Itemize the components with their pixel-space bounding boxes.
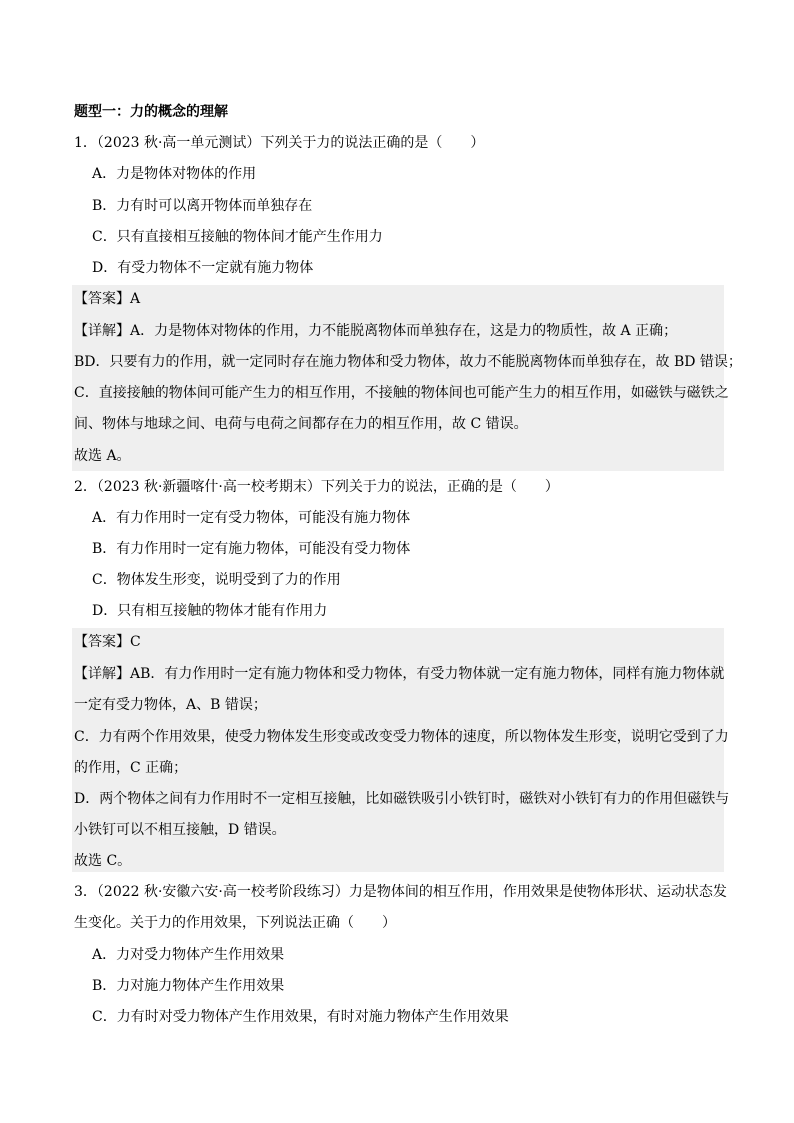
question-1-detail-line: 【详解】A．力是物体对物体的作用，力不能脱离物体而单独存在，这是力的物质性，故 A 正确； [74, 323, 678, 339]
question-2-detail-line: 一定有受力物体，A、B 错误； [74, 697, 267, 713]
question-2-answer: 【答案】C [74, 634, 141, 650]
question-1-detail-line: 间、物体与地球之间、电荷与电荷之间都存在力的相互作用，故 C 错误。 [74, 416, 528, 432]
question-2-option-a: A．有力作用时一定有受力物体，可能没有施力物体 [92, 510, 411, 526]
question-1-option-d: D．有受力物体不一定就有施力物体 [92, 260, 314, 276]
question-1-answer-block [72, 285, 742, 471]
question-1-detail-line: BD．只要有力的作用，就一定同时存在施力物体和受力物体，故力不能脱离物体而单独存在，故 BD 错误； [74, 354, 742, 370]
question-3-option-b: B．力对施力物体产生作用效果 [92, 978, 285, 994]
question-1-option-b: B．力有时可以离开物体而单独存在 [92, 198, 313, 214]
question-1-option-c: C．只有直接相互接触的物体间才能产生作用力 [92, 229, 383, 245]
question-1-stem: 1．（2023 秋·高一单元测试）下列关于力的说法正确的是（ ） [74, 135, 485, 151]
question-2-detail-line: 【详解】AB．有力作用时一定有施力物体和受力物体，有受力物体就一定有施力物体，同样有施力物体就 [74, 666, 725, 682]
question-2-option-c: C．物体发生形变，说明受到了力的作用 [92, 572, 341, 588]
question-2-detail-line: D．两个物体之间有力作用时不一定相互接触，比如磁铁吸引小铁钉时，磁铁对小铁钉有力的作用但磁铁与 [74, 791, 730, 807]
question-1-answer: 【答案】A [74, 291, 141, 307]
question-2-detail-line: 故选 C。 [74, 853, 132, 869]
question-2-detail-line: C．力有两个作用效果，使受力物体发生形变或改变受力物体的速度，所以物体发生形变，说明它受到了力 [74, 729, 729, 745]
question-2-detail-line: 的作用，C 正确； [74, 760, 188, 776]
question-3-option-c: C．力有时对受力物体产生作用效果，有时对施力物体产生作用效果 [92, 1009, 509, 1025]
question-2-option-b: B．有力作用时一定有施力物体，可能没有受力物体 [92, 541, 411, 557]
question-2-detail-line: 小铁钉可以不相互接触，D 错误。 [74, 822, 286, 838]
question-3-option-a: A．力对受力物体产生作用效果 [92, 947, 285, 963]
question-3-stem: 生变化。关于力的作用效果，下列说法正确（ ） [74, 915, 396, 931]
question-1-detail-line: C．直接接触的物体间可能产生力的相互作用，不接触的物体间也可能产生力的相互作用，如磁铁与磁铁之 [74, 385, 729, 401]
question-1-option-a: A．力是物体对物体的作用 [92, 166, 257, 182]
question-2-stem: 2．（2023 秋·新疆喀什·高一校考期末）下列关于力的说法，正确的是（ ） [74, 479, 559, 495]
question-1-detail-line: 故选 A。 [74, 448, 131, 464]
section-title: 题型一：力的概念的理解 [74, 104, 228, 120]
question-2-option-d: D．只有相互接触的物体才能有作用力 [92, 603, 328, 619]
question-3-stem: 3．（2022 秋·安徽六安·高一校考阶段练习）力是物体间的相互作用，作用效果是使物体形状、运动状态发 [74, 884, 727, 900]
